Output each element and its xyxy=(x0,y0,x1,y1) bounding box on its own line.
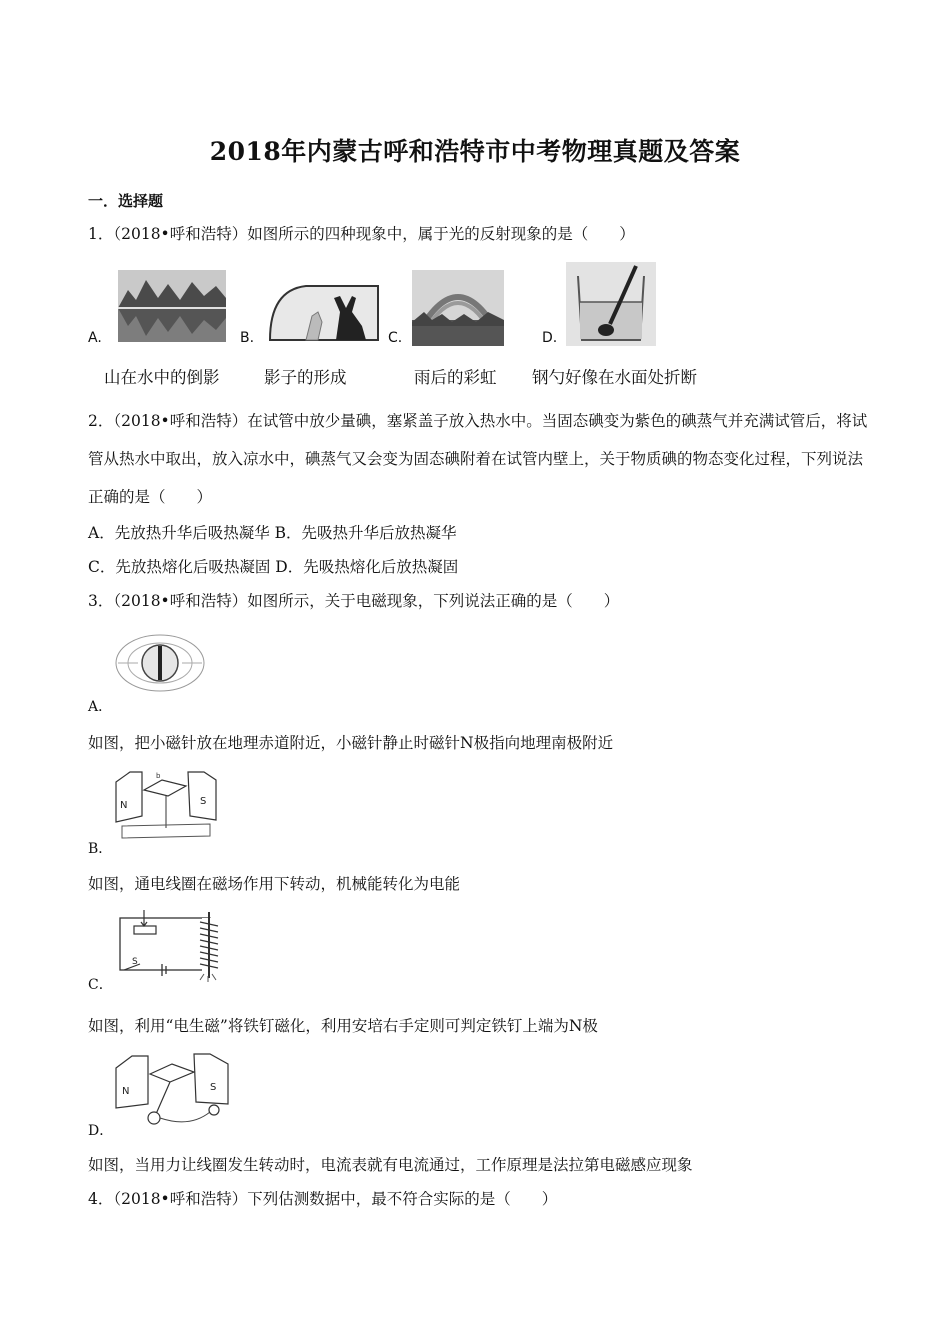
generator-north-label: N xyxy=(122,1086,130,1097)
q3-option-b-letter: B． xyxy=(88,841,113,857)
q2-options-cd: C．先放热熔化后吸热凝固 D．先吸热熔化后放热凝固 xyxy=(88,558,459,576)
q3-option-b-text: 如图，通电线圈在磁场作用下转动，机械能转化为电能 xyxy=(88,875,461,893)
spoon-in-water-image xyxy=(566,262,656,346)
q2-options-ab: A．先放热升华后吸热凝华 B．先吸热升华后放热凝华 xyxy=(88,524,457,542)
svg-text:b: b xyxy=(156,772,161,780)
rainbow-image xyxy=(412,270,504,346)
q1-option-d-caption: 钢勺好像在水面处折断 xyxy=(532,368,697,387)
page-title: 2018年内蒙古呼和浩特市中考物理真题及答案 xyxy=(209,137,741,166)
question-4-stem: 4．（2018•呼和浩特）下列估测数据中，最不符合实际的是（ ） xyxy=(88,1190,558,1208)
q3-option-d-text: 如图，当用力让线圈发生转动时，电流表就有电流通过，工作原理是法拉第电磁感应现象 xyxy=(88,1156,693,1174)
q3-option-a-text: 如图，把小磁针放在地理赤道附近，小磁针静止时磁针N极指向地理南极附近 xyxy=(88,734,614,752)
electromagnet-circuit-figure xyxy=(112,904,234,982)
q3-option-c-letter: C． xyxy=(88,977,113,993)
question-1-stem: 1．（2018•呼和浩特）如图所示的四种现象中，属于光的反射现象的是（ ） xyxy=(88,225,635,243)
question-3-stem: 3．（2018•呼和浩特）如图所示，关于电磁现象，下列说法正确的是（ ） xyxy=(88,592,620,610)
q1-option-c-caption: 雨后的彩虹 xyxy=(414,368,497,387)
generator-south-label: S xyxy=(210,1082,217,1093)
switch-label: S xyxy=(132,957,138,967)
q1-option-d-letter: D. xyxy=(542,330,558,346)
question-2-stem: 2．（2018•呼和浩特）在试管中放少量碘，塞紧盖子放入热水中。当固态碘变为紫色的碘蒸气并充满试管后，将试管从热水中取出，放入凉水中，碘蒸气又会变为固态碘附着在试管内壁上，关于物质碘的物态变化过程，下列说法正确的是（ ） xyxy=(88,412,868,506)
q1-option-c-letter: C. xyxy=(388,330,403,346)
motor-south-label: S xyxy=(200,796,207,807)
mountain-reflection-image xyxy=(118,270,226,342)
q1-option-b-caption: 影子的形成 xyxy=(264,368,347,387)
q1-option-a-letter: A. xyxy=(88,330,102,346)
q1-option-a-caption: 山在水中的倒影 xyxy=(104,368,220,387)
generator-figure xyxy=(110,1046,234,1130)
compass-needle-figure xyxy=(112,630,208,696)
q3-option-c-text: 如图，利用“电生磁”将铁钉磁化，利用安培右手定则可判定铁钉上端为N极 xyxy=(88,1017,598,1035)
q1-option-b-letter: B. xyxy=(240,330,255,346)
section-heading: 一．选择题 xyxy=(88,192,164,210)
motor-north-label: N xyxy=(120,800,128,811)
q3-option-d-letter: D． xyxy=(88,1123,114,1139)
shadow-puppet-image xyxy=(266,282,382,344)
q3-option-a-letter: A． xyxy=(88,699,113,715)
electric-motor-figure xyxy=(112,764,220,846)
